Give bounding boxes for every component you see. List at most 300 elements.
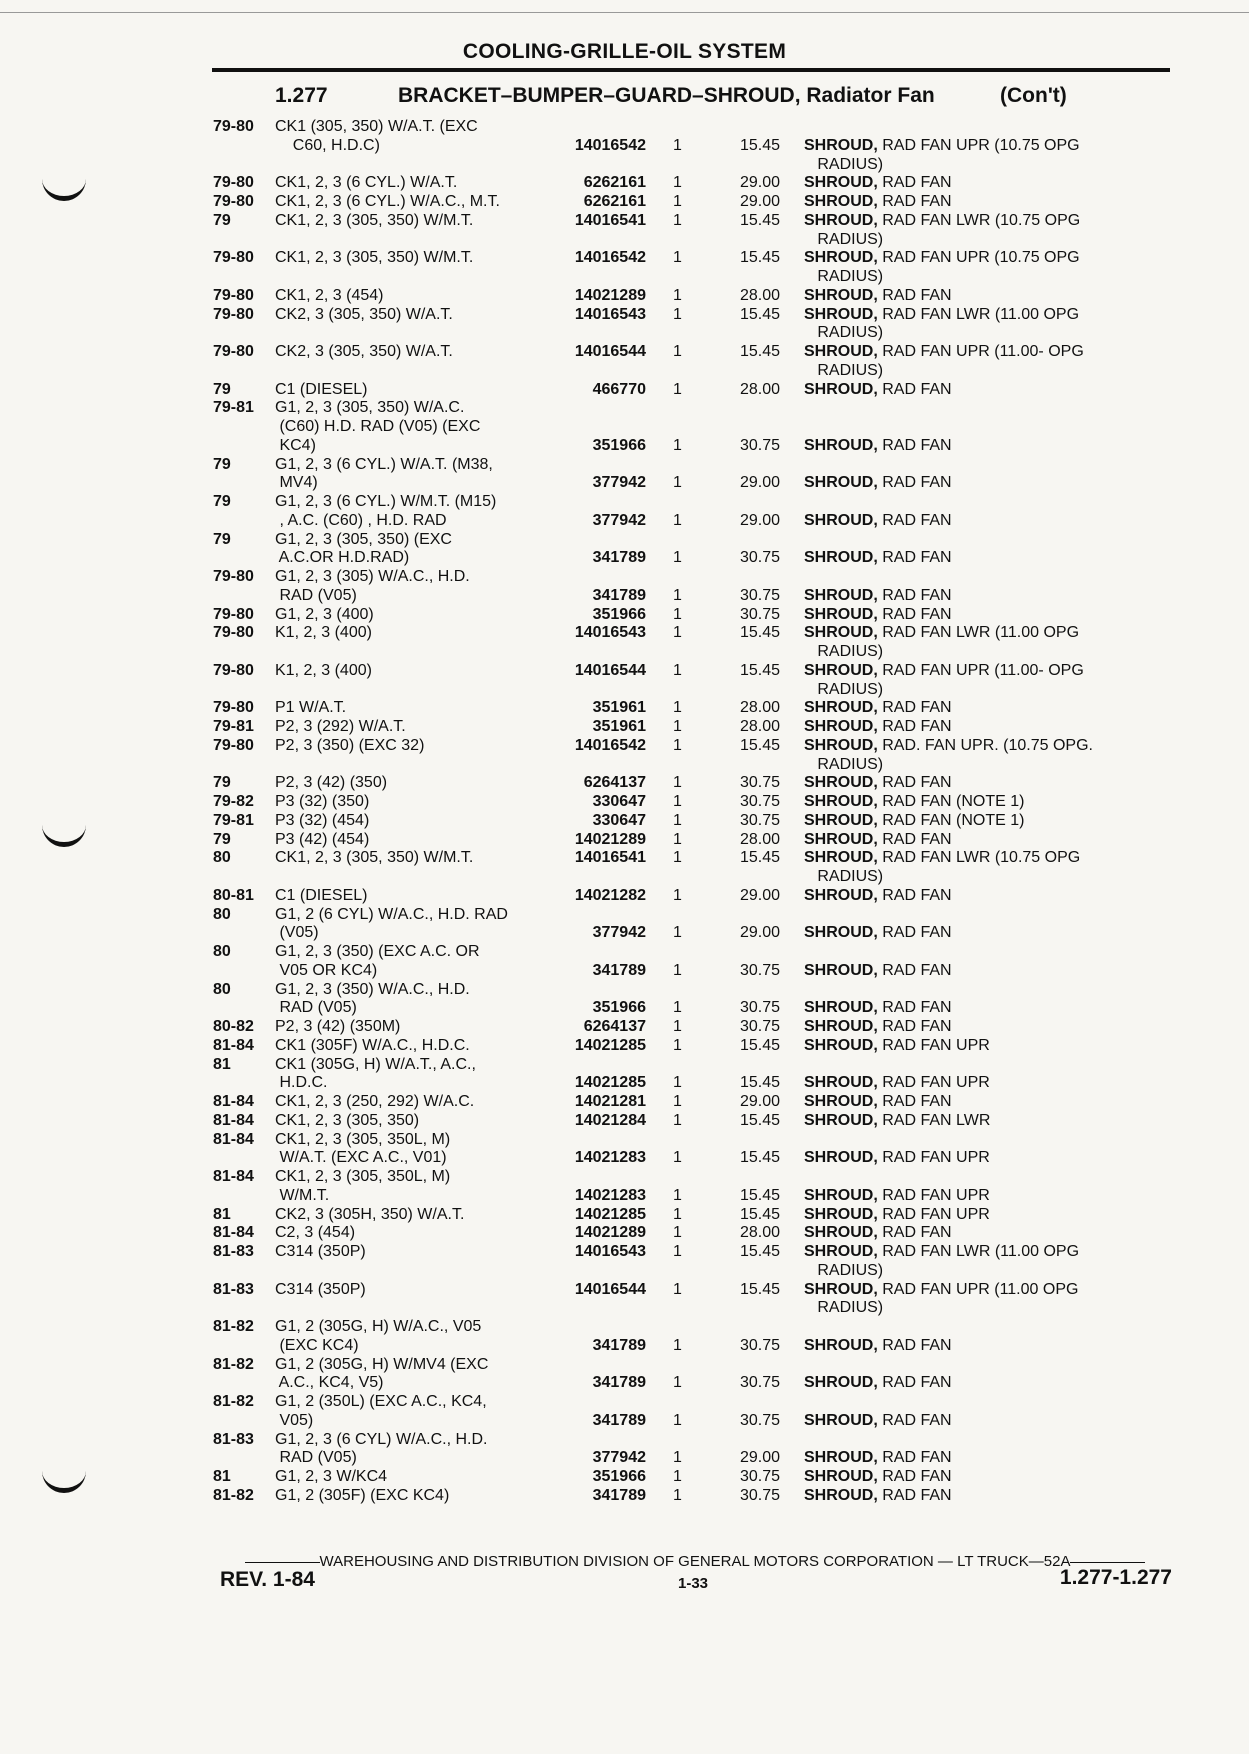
parts-row [0,1130,1249,1149]
parts-row [0,211,1249,230]
part-number: 351966 [592,1468,646,1485]
part-name [804,1261,1168,1280]
application-description: (C60) H.D. RAD (V05) (EXC [275,418,481,435]
model-year: 81-84 [213,1224,254,1242]
parts-row [0,698,1249,717]
part-name [804,736,1168,755]
part-number: 466770 [592,380,646,398]
parts-row [0,436,1249,455]
part-number: 14016543 [574,1243,646,1260]
application-description: CK1, 2, 3 (305, 350) W/M.T. [275,249,474,267]
model-year: 79 [213,211,231,229]
model-year: 80 [213,905,231,923]
model-year: 79 [213,774,231,792]
price: 29.00 [739,1093,780,1110]
application-description: A.C., KC4, V5) [275,1374,384,1392]
model-year: 80 [213,943,231,960]
parts-row [0,792,1249,811]
parts-row [0,1392,1249,1411]
price: 28.00 [739,830,780,848]
parts-row [0,567,1249,586]
part-name [804,1486,1168,1505]
part-number: 377942 [592,511,646,529]
price: 30.75 [739,605,780,623]
price: 28.00 [739,380,780,398]
part-number: 351966 [592,999,646,1017]
price: 30.75 [739,811,780,829]
price: 29.00 [739,174,780,192]
quantity: 1 [673,1036,682,1054]
price: 15.45 [739,305,780,323]
part-name-bold: SHROUD, [804,605,878,623]
price: 29.00 [739,474,780,492]
part-name-detail: RAD FAN (NOTE 1) [877,793,1025,810]
part-name-bold: SHROUD, [804,193,878,210]
part-name [804,1298,1168,1317]
part-name-bold: SHROUD, [804,286,878,304]
part-name [804,1186,1168,1205]
part-name [804,1223,1168,1242]
part-name [804,792,1168,811]
price: 15.45 [739,661,780,679]
footer-division-line [220,1553,1170,1570]
part-name-detail: RAD FAN LWR (11.00 OPG [877,305,1080,323]
parts-row [0,867,1249,886]
part-name-bold: SHROUD, [804,1018,878,1035]
part-name [804,380,1168,399]
part-name [804,473,1168,492]
model-year: 81-83 [213,1280,254,1298]
quantity: 1 [673,1243,682,1260]
quantity: 1 [673,1374,682,1392]
part-name [804,342,1168,361]
parts-row [0,230,1249,249]
application-description: P2, 3 (42) (350M) [275,1018,401,1035]
model-year: 79-80 [213,699,254,717]
part-name [804,1448,1168,1467]
quantity: 1 [673,718,682,735]
part-number: 14021283 [574,1149,646,1167]
part-name-bold: SHROUD, [804,830,878,848]
parts-row [0,961,1249,980]
part-name [804,623,1168,642]
parts-row [0,473,1249,492]
part-name [804,605,1168,624]
quantity: 1 [673,549,682,567]
part-name-detail: RAD FAN [877,549,952,567]
application-description: CK1 (305, 350) W/A.T. (EXC [275,118,478,135]
part-name-detail: RAD FAN [877,1449,952,1467]
quantity: 1 [673,961,682,979]
application-description: CK1, 2, 3 (305, 350) W/M.T. [275,849,474,867]
part-name-bold: SHROUD, [804,305,878,323]
part-number: 330647 [592,793,646,810]
price: 15.45 [739,1074,780,1092]
part-name-bold: SHROUD, [804,1374,878,1392]
parts-row [0,305,1249,324]
application-description: CK1, 2, 3 (6 CYL.) W/A.T. [275,174,458,192]
application-description: P2, 3 (42) (350) [275,774,388,792]
quantity: 1 [673,736,682,754]
model-year: 81 [213,1055,231,1073]
application-description: A.C.OR H.D.RAD) [275,549,410,567]
part-name-bold: SHROUD, [804,1411,878,1429]
part-name [804,1411,1168,1430]
part-name [804,923,1168,942]
price: 15.45 [739,624,780,642]
part-name-detail: RAD FAN LWR (10.75 OPG [877,849,1081,867]
part-number: 377942 [592,1449,646,1467]
application-description: KC4) [275,436,316,454]
section-title [275,84,1067,108]
price: 29.00 [739,886,780,904]
price: 29.00 [739,193,780,210]
part-name [804,1205,1168,1224]
parts-row [0,342,1249,361]
part-name [804,1336,1168,1355]
model-year: 81-83 [213,1243,254,1260]
price: 15.45 [739,136,780,154]
application-description: CK1, 2, 3 (250, 292) W/A.C. [275,1093,475,1110]
part-name [804,1280,1168,1299]
application-description: G1, 2, 3 (350) W/A.C., H.D. [275,980,470,998]
model-year: 81-83 [213,1430,254,1448]
application-description: H.D.C. [275,1074,328,1092]
model-year: 79-80 [213,249,254,267]
parts-row [0,1092,1249,1111]
parts-row [0,1167,1249,1186]
model-year: 80 [213,849,231,867]
part-name-detail: RADIUS) [804,868,884,885]
part-name-detail: RADIUS) [804,324,884,342]
part-number: 351961 [592,718,646,735]
part-name-detail: RAD FAN LWR [877,1111,991,1129]
model-year: 81-82 [213,1355,254,1373]
part-name-detail: RAD FAN [877,1224,952,1242]
parts-row [0,117,1249,136]
part-name-bold: SHROUD, [804,211,878,229]
application-description: CK1, 2, 3 (6 CYL.) W/A.C., M.T. [275,193,500,210]
part-name-bold: SHROUD, [804,1336,878,1354]
model-year: 79-82 [213,793,254,810]
part-name [804,1242,1168,1261]
section-reference: 1.277-1.277 [1059,1566,1172,1589]
model-year: 79-80 [213,605,254,623]
quantity: 1 [673,699,682,717]
parts-row [0,736,1249,755]
part-number: 14021285 [574,1036,646,1054]
part-name-bold: SHROUD, [804,699,878,717]
part-number: 14016541 [574,211,646,229]
part-name-detail: RAD FAN (NOTE 1) [877,811,1025,829]
price: 15.45 [739,1280,780,1298]
quantity: 1 [673,586,682,604]
part-number: 14016544 [574,343,646,360]
price: 15.45 [739,1036,780,1054]
price: 30.75 [739,1486,780,1504]
model-year: 79-80 [213,736,254,754]
application-description: C1 (DIESEL) [275,380,368,398]
part-name-bold: SHROUD, [804,661,878,679]
part-name-detail: RAD FAN [877,1468,952,1485]
part-name-bold: SHROUD, [804,249,878,267]
part-name-detail: RAD FAN UPR [877,1036,990,1054]
price: 28.00 [739,718,780,735]
part-number: 14016543 [574,624,646,642]
model-year: 79-80 [213,661,254,679]
model-year: 81-82 [213,1393,254,1410]
part-name-detail: RAD FAN LWR (11.00 OPG [877,624,1080,642]
part-number: 351966 [592,436,646,454]
part-name-detail: RAD FAN UPR (11.00 OPG [877,1280,1079,1298]
model-year: 81-84 [213,1130,254,1148]
footer-division-text: WAREHOUSING AND DISTRIBUTION DIVISION OF GENERAL MOTORS CORPORATION — LT TRUCK—52A [319,1553,1071,1570]
part-name-bold: SHROUD, [804,924,878,942]
parts-row [0,811,1249,830]
application-description: CK2, 3 (305H, 350) W/A.T. [275,1205,465,1223]
quantity: 1 [673,924,682,942]
part-name-bold: SHROUD, [804,1486,878,1504]
header-rule [212,68,1170,72]
quantity: 1 [673,193,682,210]
parts-row [0,923,1249,942]
part-name [804,361,1168,380]
quantity: 1 [673,830,682,848]
application-description: CK1 (305G, H) W/A.T., A.C., [275,1055,476,1073]
part-number: 341789 [592,1486,646,1504]
part-name-detail: RADIUS) [804,643,884,660]
parts-row [0,1411,1249,1430]
part-number: 14021285 [574,1074,646,1092]
part-name-bold: SHROUD, [804,380,878,398]
application-description: (V05) [275,924,319,942]
part-name-bold: SHROUD, [804,549,878,567]
part-name-bold: SHROUD, [804,436,878,454]
application-description: K1, 2, 3 (400) [275,624,372,642]
part-name-bold: SHROUD, [804,886,878,904]
application-description: P3 (32) (350) [275,793,370,810]
revision-label: REV. 1-84 [220,1568,315,1591]
parts-row [0,755,1249,774]
application-description: P2, 3 (350) (EXC 32) [275,736,425,754]
application-description: RAD (V05) [275,999,357,1017]
price: 28.00 [739,699,780,717]
part-name-detail: RAD FAN [877,586,952,604]
part-name [804,698,1168,717]
application-description: V05) [275,1411,314,1429]
model-year: 79-81 [213,718,254,735]
application-description: CK1, 2, 3 (305, 350L, M) [275,1130,451,1148]
price: 15.45 [739,849,780,867]
model-year: 79-80 [213,343,254,360]
parts-row [0,267,1249,286]
part-name-bold: SHROUD, [804,511,878,529]
part-name [804,192,1168,211]
application-description: C314 (350P) [275,1280,366,1298]
part-number: 341789 [592,1411,646,1429]
part-name-bold: SHROUD, [804,793,878,810]
parts-row [0,1448,1249,1467]
application-description: P3 (32) (454) [275,811,370,829]
application-description: G1, 2, 3 (350) (EXC A.C. OR [275,943,480,960]
price: 15.45 [739,249,780,267]
part-name [804,811,1168,830]
part-name [804,1036,1168,1055]
system-title: COOLING-GRILLE-OIL SYSTEM [462,40,787,63]
page-top-edge [0,12,1249,13]
quantity: 1 [673,886,682,904]
part-name [804,1092,1168,1111]
quantity: 1 [673,436,682,454]
price: 30.75 [739,1411,780,1429]
model-year: 79-81 [213,811,254,829]
model-year: 81-84 [213,1093,254,1110]
application-description: G1, 2 (305G, H) W/MV4 (EXC [275,1355,489,1373]
application-description: C60, H.D.C) [275,136,380,154]
model-year: 79-80 [213,193,254,210]
part-name-detail: RAD FAN [877,193,952,210]
part-name-detail: RAD FAN [877,886,952,904]
quantity: 1 [673,774,682,792]
quantity: 1 [673,849,682,867]
part-name-detail: RAD FAN [877,830,952,848]
application-description: P3 (42) (454) [275,830,370,848]
quantity: 1 [673,1018,682,1035]
part-number: 14021289 [574,1224,646,1242]
part-number: 14021285 [574,1205,646,1223]
parts-row [0,1017,1249,1036]
part-name-bold: SHROUD, [804,1449,878,1467]
section-number: 1.277 [275,84,328,107]
part-name-bold: SHROUD, [804,811,878,829]
model-year: 79-81 [213,399,254,417]
application-description: CK2, 3 (305, 350) W/A.T. [275,343,453,360]
price: 30.75 [739,1336,780,1354]
model-year: 81-84 [213,1168,254,1185]
parts-row [0,548,1249,567]
part-number: 351961 [592,699,646,717]
model-year: 81 [213,1468,231,1485]
part-name-detail: RAD FAN [877,999,952,1017]
application-description: W/A.T. (EXC A.C., V01) [275,1149,447,1167]
application-description: W/M.T. [275,1186,330,1204]
part-number: 6262161 [583,193,646,210]
page-number: 1-33 [678,1575,709,1592]
model-year: 80-81 [213,886,254,904]
part-name-detail: RAD FAN [877,511,952,529]
part-name-detail: RAD FAN UPR [877,1149,990,1167]
part-name-detail: RAD FAN [877,380,952,398]
application-description: CK1, 2, 3 (305, 350) [275,1111,420,1129]
price: 28.00 [739,286,780,304]
part-number: 377942 [592,924,646,942]
part-name [804,1373,1168,1392]
parts-row [0,286,1249,305]
price: 15.45 [739,211,780,229]
part-name [804,173,1168,192]
part-name [804,1467,1168,1486]
parts-row [0,155,1249,174]
parts-row [0,848,1249,867]
parts-row [0,998,1249,1017]
price: 30.75 [739,1018,780,1035]
part-name-detail: RAD FAN UPR [877,1186,990,1204]
price: 30.75 [739,774,780,792]
model-year: 79 [213,455,231,473]
part-name [804,323,1168,342]
application-description: G1, 2 (305G, H) W/A.C., V05 [275,1318,482,1335]
part-name [804,1111,1168,1130]
price: 15.45 [739,1243,780,1260]
part-number: 14021282 [574,886,646,904]
price: 15.45 [739,1111,780,1129]
model-year: 81-84 [213,1111,254,1129]
parts-row [0,192,1249,211]
application-description: G1, 2 (6 CYL) W/A.C., H.D. RAD [275,905,508,923]
part-name-detail: RAD FAN [877,1374,952,1392]
application-description: CK1, 2, 3 (454) [275,286,384,304]
part-name [804,586,1168,605]
part-name [804,511,1168,530]
parts-row [0,905,1249,924]
model-year: 79 [213,380,231,398]
model-year: 79-80 [213,286,254,304]
application-description: G1, 2, 3 (305, 350) W/A.C. [275,399,465,417]
parts-row [0,1280,1249,1299]
quantity: 1 [673,1224,682,1242]
part-name [804,1073,1168,1092]
part-name-bold: SHROUD, [804,1205,878,1223]
quantity: 1 [673,1205,682,1223]
parts-row [0,1073,1249,1092]
parts-row [0,1223,1249,1242]
quantity: 1 [673,793,682,810]
parts-row [0,773,1249,792]
part-name-detail: RADIUS) [804,155,884,173]
part-number: 351966 [592,605,646,623]
part-name [804,305,1168,324]
part-name-detail: RAD FAN UPR (11.00- OPG [877,661,1084,679]
part-name [804,1017,1168,1036]
parts-row [0,980,1249,999]
part-number: 14021289 [574,830,646,848]
model-year: 79-80 [213,118,254,135]
part-name [804,267,1168,286]
parts-row [0,1355,1249,1374]
parts-row [0,1373,1249,1392]
part-number: 341789 [592,549,646,567]
part-name-bold: SHROUD, [804,586,878,604]
price: 30.75 [739,999,780,1017]
parts-row [0,173,1249,192]
price: 29.00 [739,924,780,942]
part-name-bold: SHROUD, [804,343,878,360]
price: 29.00 [739,511,780,529]
parts-row [0,1186,1249,1205]
part-name [804,436,1168,455]
part-number: 14016542 [574,736,646,754]
part-name-detail: RAD FAN UPR (10.75 OPG [877,249,1080,267]
part-name [804,773,1168,792]
parts-row [0,642,1249,661]
price: 15.45 [739,343,780,360]
quantity: 1 [673,999,682,1017]
part-name-detail: RAD FAN [877,474,952,492]
model-year: 80 [213,980,231,998]
part-number: 341789 [592,961,646,979]
parts-row [0,886,1249,905]
quantity: 1 [673,1411,682,1429]
